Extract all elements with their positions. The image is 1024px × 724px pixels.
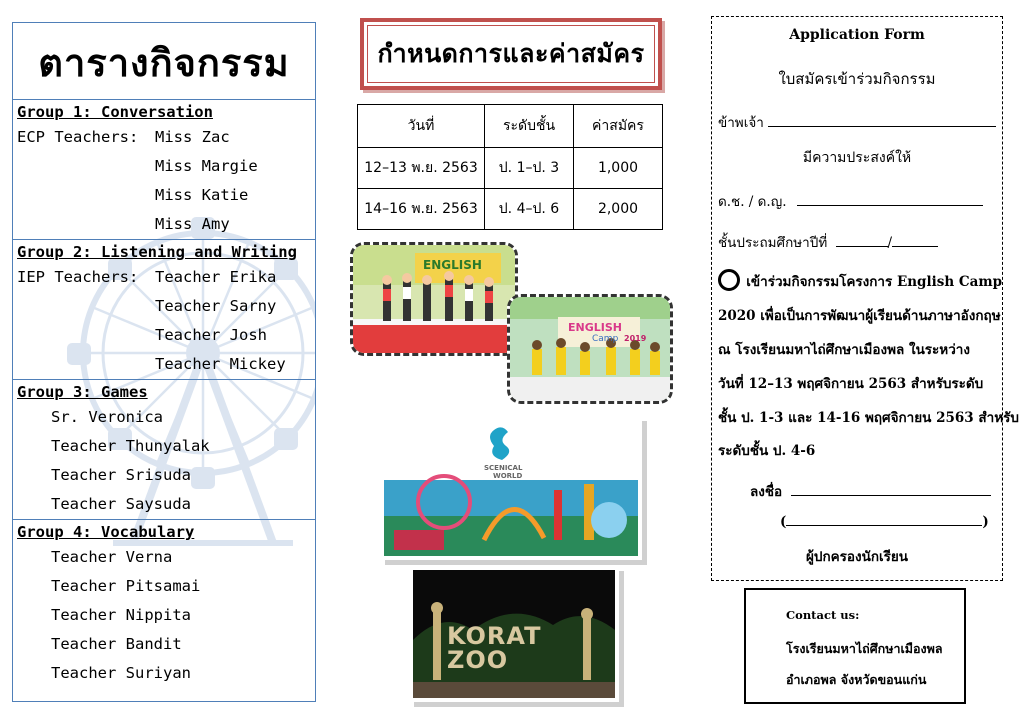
printed-name-field[interactable] — [786, 525, 982, 526]
schedule-title-box — [360, 18, 662, 90]
form-heading-th: ใบสมัครเข้าร่วมกิจกรรม — [778, 70, 936, 88]
member-name: Teacher Mickey — [155, 355, 286, 373]
name-field[interactable] — [768, 126, 996, 127]
member-name: Miss Amy — [155, 215, 230, 233]
table-header-row — [358, 105, 663, 148]
enroll-checkbox[interactable] — [718, 269, 740, 291]
group-label: ECP Teachers: — [17, 128, 139, 146]
group-title: Group 3: Games — [17, 383, 148, 401]
body-line: ณ โรงเรียนมหาไถ่ศึกษาเมืองพล ในระหว่าง — [718, 342, 970, 358]
child-label: ด.ช. / ด.ญ. — [718, 194, 787, 210]
member-name: Teacher Thunyalak — [51, 437, 210, 455]
group-label: IEP Teachers: — [17, 268, 139, 286]
group-listening-writing — [13, 239, 315, 379]
member-name: Teacher Nippita — [51, 606, 191, 624]
member-name: Teacher Verna — [51, 548, 173, 566]
body-line: ระดับชั้น ป. 4-6 — [718, 443, 816, 459]
member-name: Sr. Veronica — [51, 408, 163, 426]
room-field[interactable] — [892, 246, 938, 247]
application-form — [711, 16, 1019, 581]
header-level: ระดับชั้น — [485, 105, 574, 148]
member-name: Teacher Sarny — [155, 297, 277, 315]
cell-date: 14–16 พ.ย. 2563 — [358, 189, 485, 230]
banner-text: ENGLISH — [423, 258, 482, 272]
contact-box — [744, 588, 966, 704]
cell-level: ป. 4–ป. 6 — [485, 189, 574, 230]
cell-fee: 2,000 — [574, 189, 663, 230]
group-title: Group 4: Vocabulary — [17, 523, 195, 541]
name-label: ข้าพเจ้า — [718, 115, 764, 131]
group-games — [13, 379, 315, 519]
table-row — [358, 189, 663, 230]
body-line: เข้าร่วมกิจกรรมโครงการ English Camp — [746, 274, 1003, 290]
member-name: Teacher Srisuda — [51, 466, 191, 484]
banner-year: 2019 — [624, 334, 647, 343]
body-line: ชั้น ป. 1-3 และ 14-16 พฤศจิกายน 2563 สำหรับ — [718, 410, 1019, 426]
member-name: Teacher Erika — [155, 268, 277, 286]
group-title: Group 1: Conversation — [17, 103, 213, 121]
guardian-label: ผู้ปกครองนักเรียน — [805, 549, 909, 565]
park-logo-line1: SCENICAL — [484, 464, 523, 472]
group-title: Group 2: Listening and Writing — [17, 243, 297, 261]
banner-text: ENGLISH — [568, 321, 622, 334]
form-heading-en: Application Form — [789, 27, 925, 43]
park-logo-line2: WORLD — [493, 472, 523, 480]
member-name: Teacher Josh — [155, 326, 267, 344]
member-name: Miss Katie — [155, 186, 249, 204]
grade-field[interactable] — [836, 246, 888, 247]
contact-line1: โรงเรียนมหาไถ่ศึกษาเมืองพล — [786, 641, 943, 656]
camp-photo-1 — [350, 242, 518, 356]
schedule-title: กำหนดการและค่าสมัคร — [367, 25, 655, 83]
zoo-sign: KORAT ZOO — [447, 622, 542, 674]
member-name: Miss Zac — [155, 128, 230, 146]
member-name: Miss Margie — [155, 157, 258, 175]
banner-subtext: Camp — [592, 334, 619, 344]
contact-line2: อำเภอพล จังหวัดขอนแก่น — [786, 672, 927, 687]
grade-slash: / — [887, 235, 893, 251]
activity-schedule-panel — [12, 22, 316, 702]
member-name: Teacher Pitsamai — [51, 577, 201, 595]
body-line: วันที่ 12–13 พฤศจิกายน 2563 สำหรับระดับ — [718, 376, 984, 392]
header-fee: ค่าสมัคร — [574, 105, 663, 148]
activity-title: ตารางกิจกรรม — [38, 41, 290, 85]
korat-zoo-photo — [409, 566, 619, 702]
cell-level: ป. 1–ป. 3 — [485, 148, 574, 189]
header-date: วันที่ — [358, 105, 485, 148]
cell-date: 12–13 พ.ย. 2563 — [358, 148, 485, 189]
group-vocabulary — [13, 519, 315, 688]
group-conversation — [13, 99, 315, 239]
body-line: 2020 เพื่อเป็นการพัฒนาผู้เรียนด้านภาษาอังกฤษ — [718, 308, 1001, 324]
sign-label: ลงชื่อ — [750, 484, 783, 500]
paren-close: ) — [982, 514, 989, 530]
grade-label: ชั้นประถมศึกษาปีที่ — [718, 235, 828, 251]
table-row — [358, 148, 663, 189]
member-name: Teacher Suriyan — [51, 664, 191, 682]
cell-fee: 1,000 — [574, 148, 663, 189]
camp-photo-2 — [507, 294, 673, 404]
contact-label: Contact us: — [786, 608, 860, 622]
child-name-field[interactable] — [797, 205, 983, 206]
fee-table — [357, 104, 663, 230]
signature-field[interactable] — [791, 495, 991, 496]
intent-text: มีความประสงค์ให้ — [802, 150, 912, 166]
member-name: Teacher Bandit — [51, 635, 182, 653]
member-name: Teacher Saysuda — [51, 495, 191, 513]
paren-open: ( — [780, 514, 787, 530]
scenical-world-photo — [380, 416, 642, 560]
